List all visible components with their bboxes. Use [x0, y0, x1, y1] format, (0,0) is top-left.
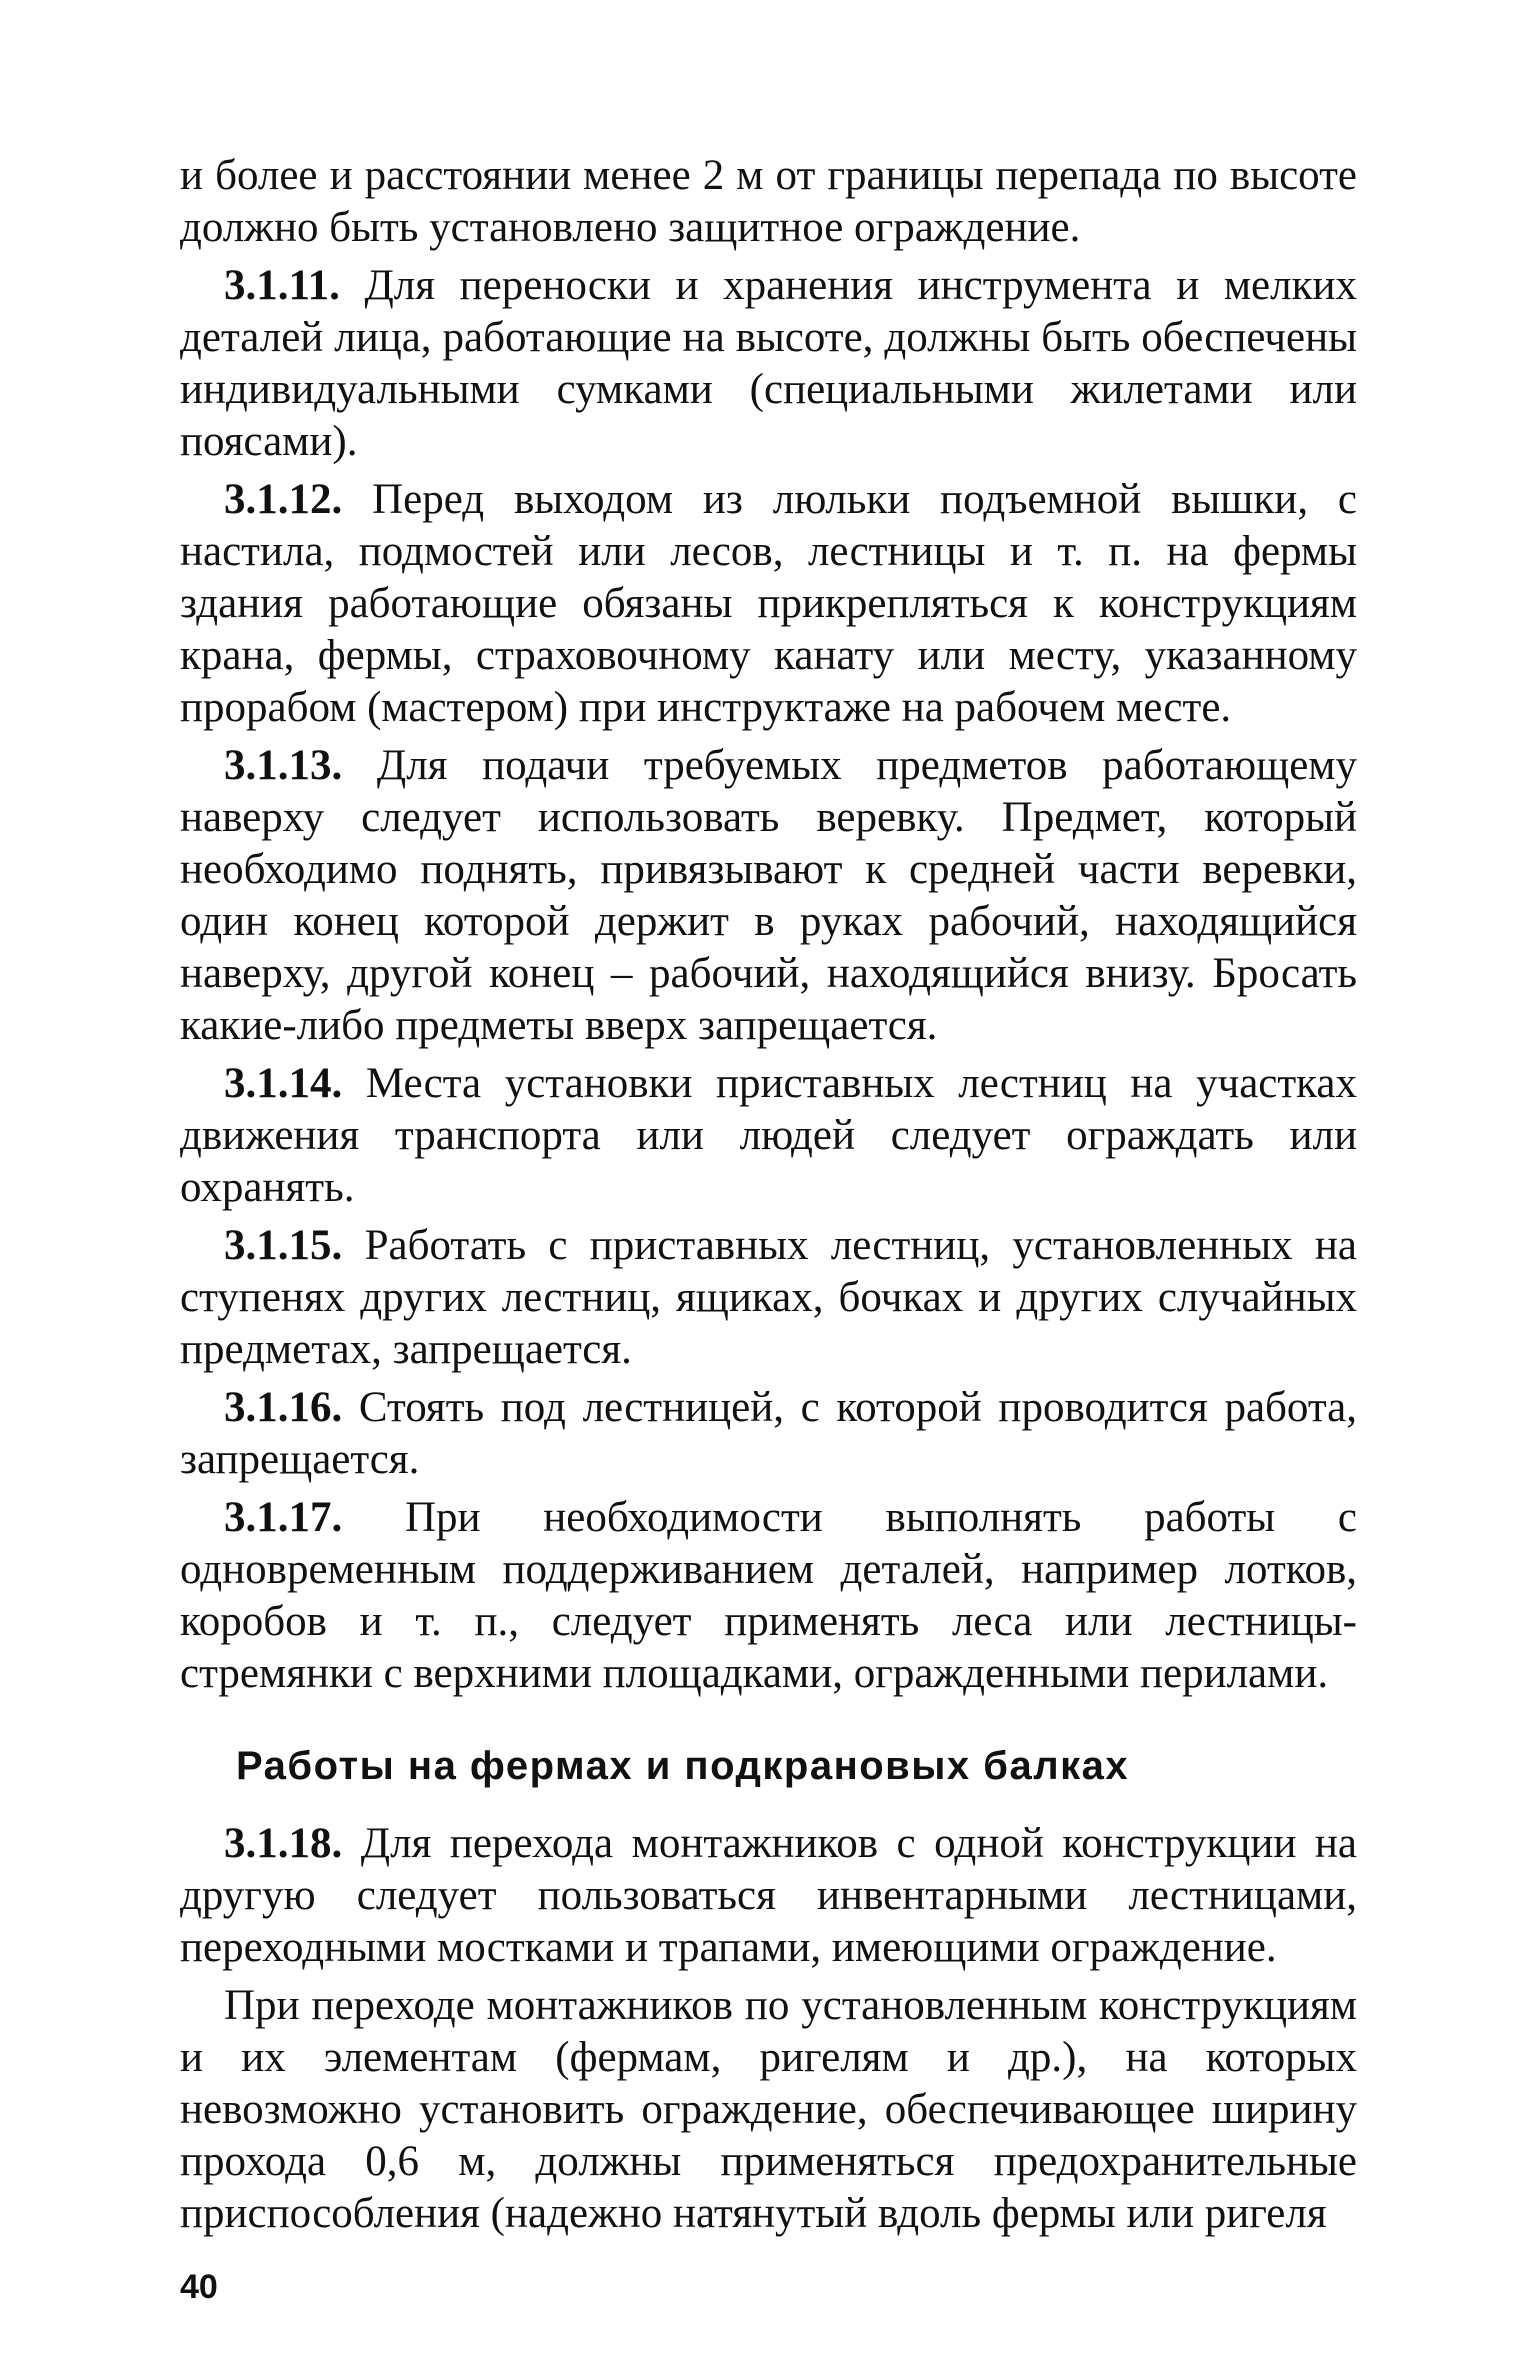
section-heading: Работы на фермах и подкрановых балках [236, 1744, 1130, 1788]
clause-text: Для перехода монтажников с одной конструкции на другую следует пользоваться инвентарными лестницами, переходными мостками и трапами, имеющими ограждение. [180, 1820, 1357, 1971]
clause-text: Места установки приставных лестниц на участках движения транспорта или людей следует ограждать или охранять. [180, 1060, 1357, 1211]
clause-3-1-13 [180, 740, 1357, 1052]
clause-number: 3.1.14. [224, 1060, 343, 1107]
document-page [180, 150, 1357, 2240]
clause-3-1-11 [180, 260, 1357, 468]
clause-text: При необходимости выполнять работы с одновременным поддерживанием деталей, например лотков, коробов и т. п., следует применять леса или лестницы-стремянки с верхними площадками, огражденными перилами. [180, 1494, 1357, 1697]
closing-paragraph: При переходе монтажников по установленным конструкциям и их элементам (фермам, ригелям и др.), на которых невозможно установить ограждение, обеспечивающее ширину прохода 0,6 м, должны применяться предохранительные приспособления (надежно натянутый вдоль фермы или ригеля [180, 1982, 1357, 2237]
clause-text: Для подачи требуемых предметов работающему наверху следует использовать веревку. Предмет, который необходимо поднять, привязывают к средней части веревки, один конец которой держит в руках рабочий, находящийся наверху, другой конец – рабочий, находящийся внизу. Бросать какие-либо предметы вверх запрещается. [180, 742, 1357, 1049]
clause-3-1-16 [180, 1382, 1357, 1486]
clause-3-1-17 [180, 1492, 1357, 1700]
intro-paragraph: и более и расстоянии менее 2 м от границы перепада по высоте должно быть установлено защитное ограждение. [180, 152, 1357, 251]
clause-number: 3.1.15. [224, 1222, 343, 1269]
clause-text: Перед выходом из люльки подъемной вышки, с настила, подмостей или лесов, лестницы и т. п. на фермы здания работающие обязаны прикрепляться к конструкциям крана, фермы, страховочному канату или месту, указанному прорабом (мастером) при инструктаже на рабочем месте. [180, 476, 1357, 731]
clause-number: 3.1.11. [224, 262, 340, 309]
clause-text: Для переноски и хранения инструмента и мелких деталей лица, работающие на высоте, должны быть обеспечены индивидуальными сумками (специальными жилетами или поясами). [180, 262, 1357, 465]
clause-number: 3.1.18. [224, 1820, 343, 1867]
clause-3-1-15 [180, 1220, 1357, 1376]
clause-3-1-14 [180, 1058, 1357, 1214]
page-number: 40 [180, 2268, 218, 2306]
clause-3-1-12 [180, 474, 1357, 734]
clause-number: 3.1.17. [224, 1494, 343, 1541]
clause-text: Работать с приставных лестниц, установленных на ступенях других лестниц, ящиках, бочках и других случайных предметах, запрещается. [180, 1222, 1357, 1373]
clause-number: 3.1.13. [224, 742, 343, 789]
clause-number: 3.1.12. [224, 476, 343, 523]
clause-3-1-18 [180, 1818, 1357, 1974]
clause-text: Стоять под лестницей, с которой проводится работа, запрещается. [180, 1384, 1357, 1483]
clause-number: 3.1.16. [224, 1384, 343, 1431]
